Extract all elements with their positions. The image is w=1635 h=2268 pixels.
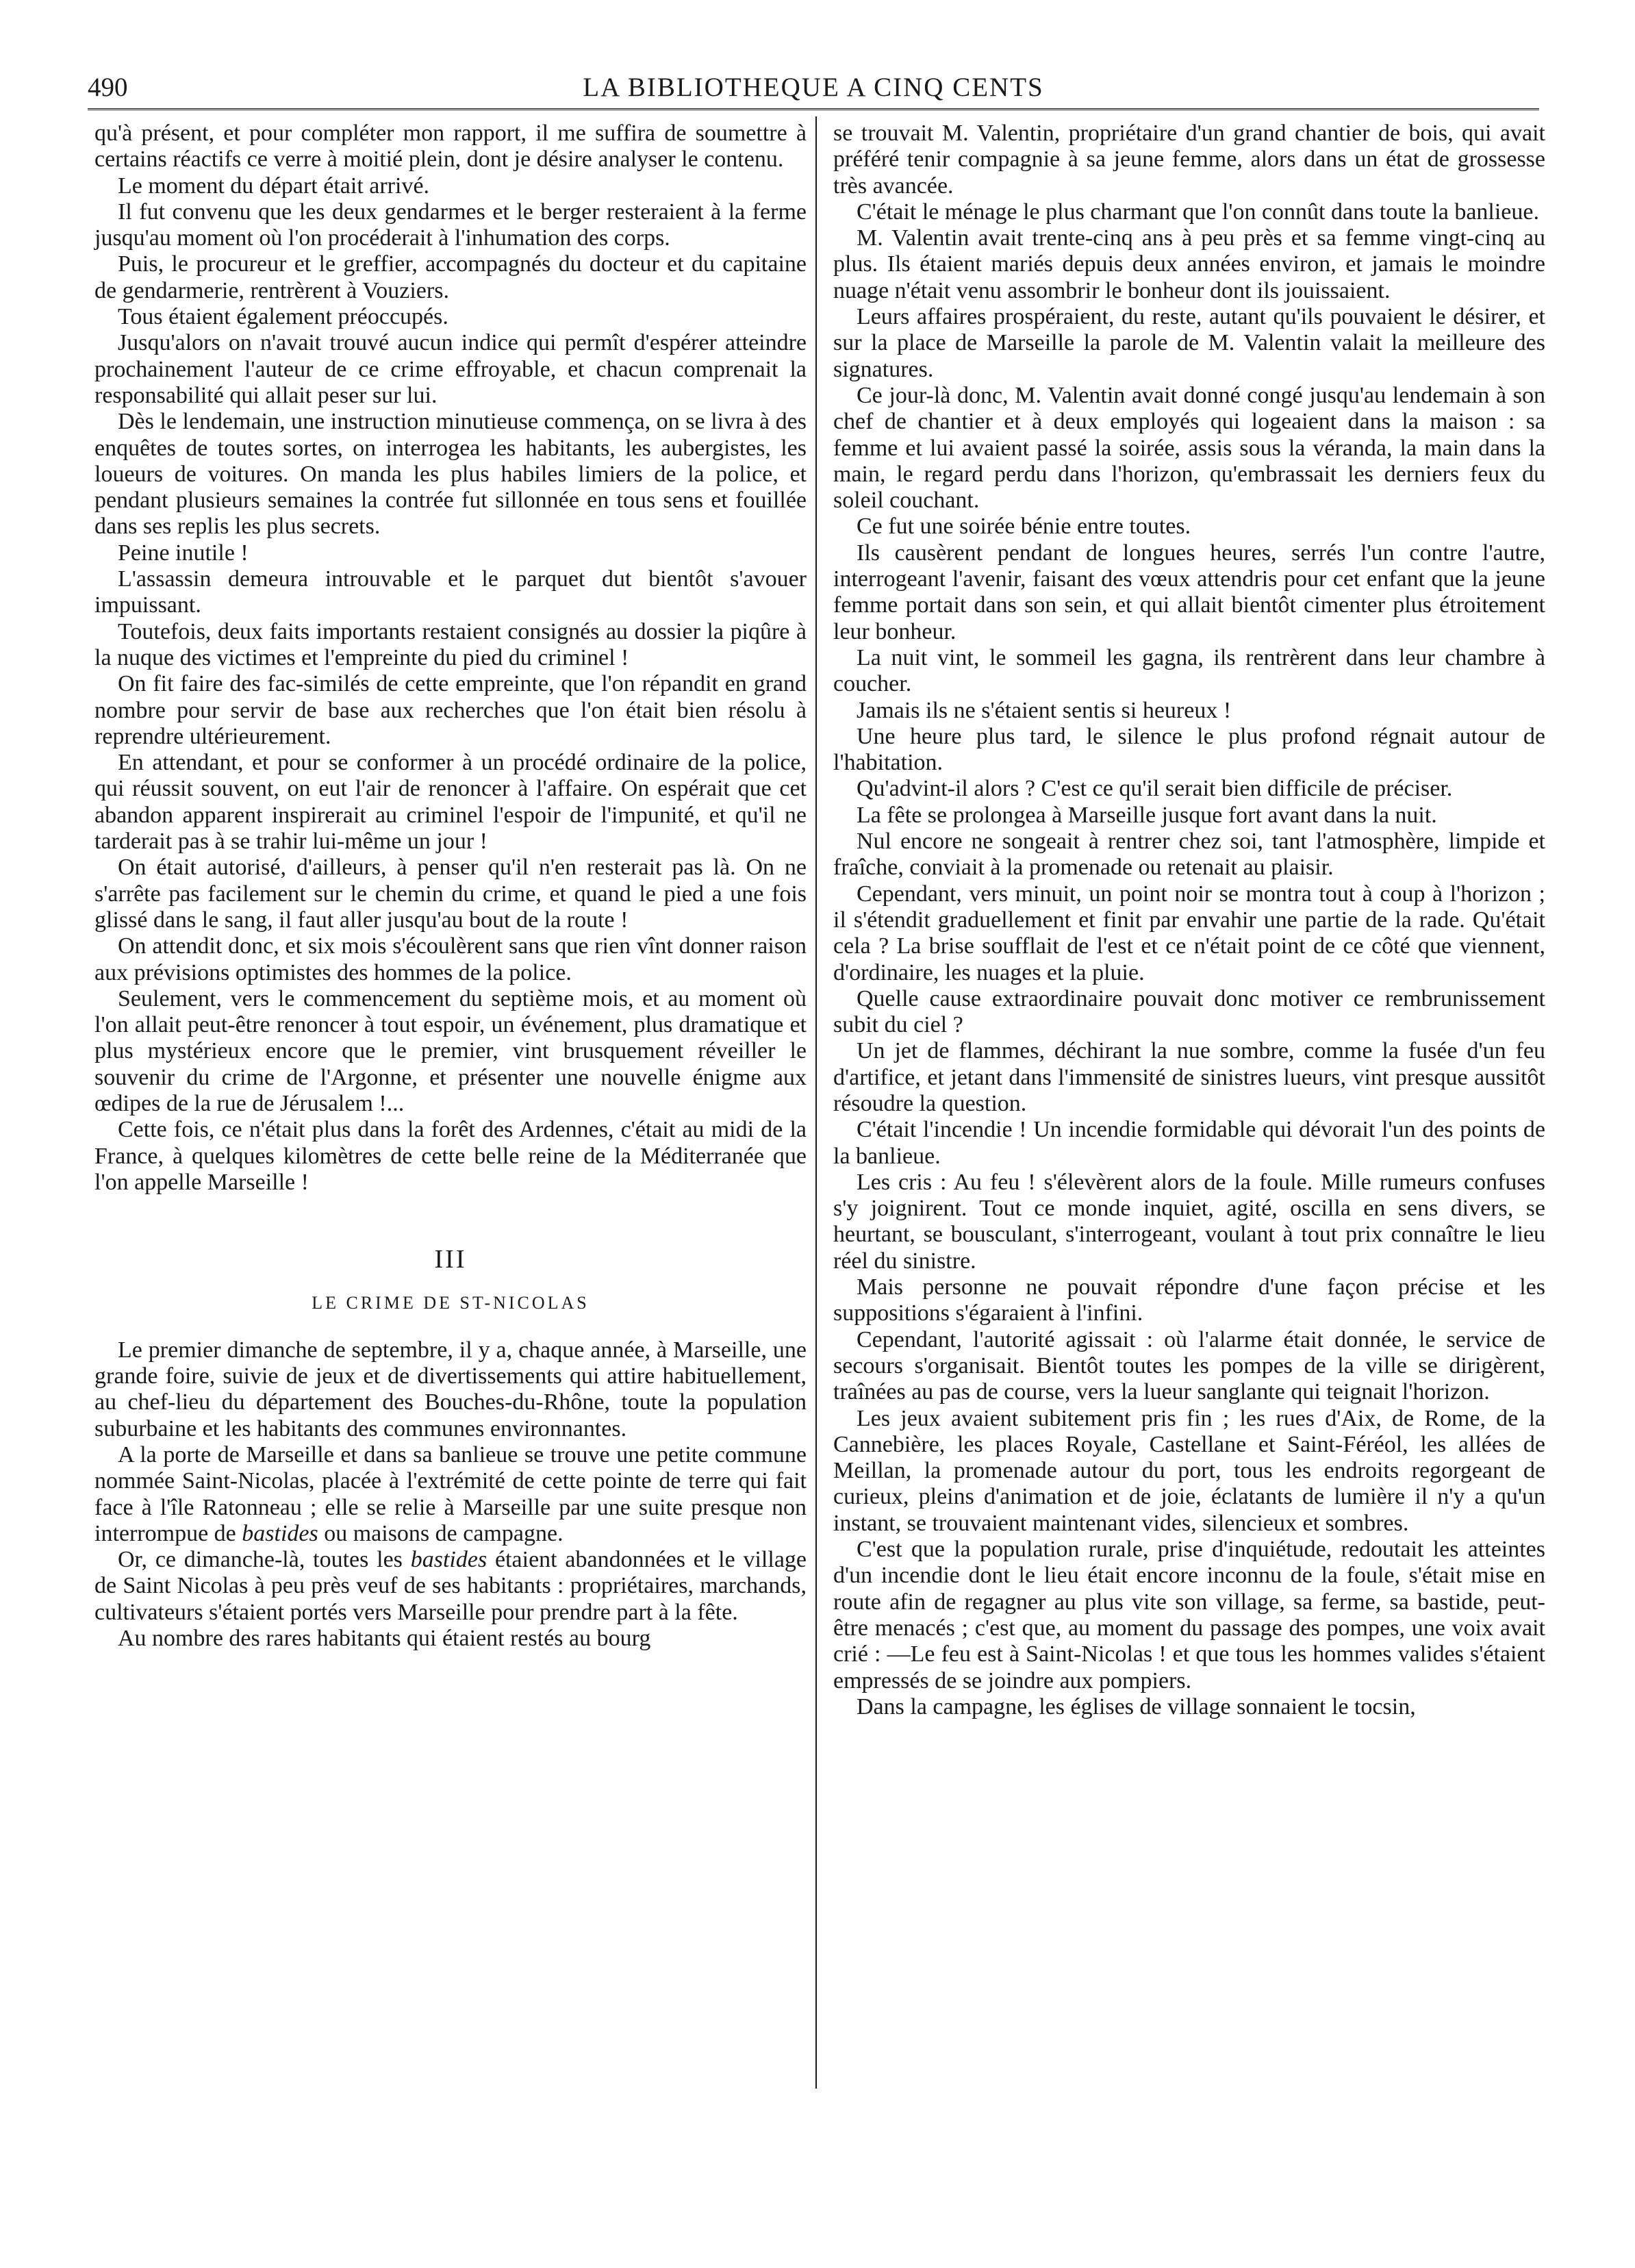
paragraph: C'était l'incendie ! Un incendie formidable qui dévorait l'un des points de la banlieue. <box>833 1117 1545 1169</box>
header-rule <box>88 108 1539 110</box>
paragraph: Tous étaient également préoccupés. <box>118 304 448 330</box>
paragraph: On fit faire des fac-similés de cette empreinte, que l'on répandit en grand nombre pour servir de base aux recherches que l'on était bien résolu à reprendre ultérieurement. <box>94 671 807 749</box>
left-column <box>94 121 807 1652</box>
paragraph-text: A la porte de Marseille et dans sa banlieue se trouve une petite commune nommée Saint-Nicolas, placée à l'extrémité de cette pointe de terre qui fait face à l'île Ratonneau ; elle se relie à Marseille par une suite presque non interrompue de <box>94 1441 807 1546</box>
paragraph: L'assassin demeura introuvable et le parquet dut bientôt s'avouer impuissant. <box>94 566 807 618</box>
page-header <box>88 71 1539 104</box>
paragraph: On était autorisé, d'ailleurs, à penser qu'il n'en resterait pas là. On ne s'arrête pas facilement sur le chemin du crime, et quand le pied a une fois glissé dans le sang, il faut aller jusqu'au bout de la route ! <box>94 855 807 933</box>
paragraph: Une heure plus tard, le silence le plus profond régnait autour de l'habitation. <box>833 723 1545 776</box>
paragraph: Dès le lendemain, une instruction minutieuse commença, on se livra à des enquêtes de toutes sortes, on interrogea les habitants, les aubergistes, les loueurs de voitures. On manda les plus habiles limiers de la police, et pendant plusieurs semaines la contrée fut sillonnée en tous sens et fouillée dans ses replis les plus secrets. <box>94 409 807 540</box>
paragraph <box>94 1547 807 1626</box>
paragraph: La nuit vint, le sommeil les gagna, ils rentrèrent dans leur chambre à coucher. <box>833 644 1545 697</box>
paragraph: Cependant, l'autorité agissait : où l'alarme était donnée, le service de secours s'organisait. Bientôt toutes les pompes de la ville se dirigèrent, traînées au pas de course, vers la lueur sanglante qui teignait l'horizon. <box>833 1326 1545 1405</box>
right-column <box>833 121 1545 1720</box>
paragraph <box>94 1442 807 1547</box>
paragraph: C'est que la population rurale, prise d'inquiétude, redoutait les atteintes d'un incendie dont le lieu était encore inconnu de la foule, s'était mise en route afin de regagner au plus vite son village, sa ferme, sa bastide, peut-être menacés ; c'est que, au moment du passage des pompes, une voix avait crié : —Le feu est à Saint-Nicolas ! et que tous les hommes valides s'étaient empressés de se joindre aux pompiers. <box>833 1537 1545 1693</box>
column-divider <box>815 116 817 2089</box>
section-title: LE CRIME DE ST-NICOLAS <box>312 1293 590 1313</box>
paragraph: Mais personne ne pouvait répondre d'une façon précise et les suppositions s'égaraient à l'infini. <box>833 1274 1545 1326</box>
paragraph: La fête se prolongea à Marseille jusque fort avant dans la nuit. <box>857 802 1437 828</box>
paragraph: Toutefois, deux faits importants restaient consignés au dossier la piqûre à la nuque des victimes et l'empreinte du pied du criminel ! <box>94 618 807 670</box>
running-title: LA BIBLIOTHEQUE A CINQ CENTS <box>583 73 1044 102</box>
paragraph: Jusqu'alors on n'avait trouvé aucun indice qui permît d'espérer atteindre prochainement l'auteur de ce crime effroyable, et chacun comprenait la responsabilité qui allait peser sur lui. <box>94 330 807 408</box>
paragraph: se trouvait M. Valentin, propriétaire d'un grand chantier de bois, qui avait préféré tenir compagnie à sa jeune femme, alors dans un état de grossesse très avancée. <box>833 121 1545 199</box>
paragraph: M. Valentin avait trente-cinq ans à peu près et sa femme vingt-cinq au plus. Ils étaient mariés depuis deux années environ, et jamais le moindre nuage n'était venu assombrir le bonheur dont ils jouissaient. <box>833 225 1545 303</box>
paragraph: Cette fois, ce n'était plus dans la forêt des Ardennes, c'était au midi de la France, à quelques kilomètres de cette belle reine de la Méditerranée que l'on appelle Marseille ! <box>94 1117 807 1195</box>
paragraph: Un jet de flammes, déchirant la nue sombre, comme la fusée d'un feu d'artifice, et jetant dans l'immensité de sinistres lueurs, vint presque aussitôt résoudre la question. <box>833 1038 1545 1116</box>
paragraph: Ils causèrent pendant de longues heures, serrés l'un contre l'autre, interrogeant l'avenir, faisant des vœux attendris pour cet enfant que la jeune femme portait dans son sein, et qui allait bientôt cimenter plus étroitement leur bonheur. <box>833 540 1545 644</box>
paragraph: Le moment du départ était arrivé. <box>118 173 430 199</box>
paragraph: Cependant, vers minuit, un point noir se montra tout à coup à l'horizon ; il s'étendit graduellement et finit par envahir une partie de la rade. Qu'était cela ? La brise soufflait de l'est et ce n'était point de ce côté que viennent, d'ordinaire, les nuages et la pluie. <box>833 881 1545 985</box>
paragraph: Les cris : Au feu ! s'élevèrent alors de la foule. Mille rumeurs confuses s'y joignirent. Tout ce monde inquiet, agité, oscilla en sens divers, se heurtant, se bousculant, s'interrogeant, voulant à tout prix connaître le lieu réel du sinistre. <box>833 1169 1545 1274</box>
paragraph: Leurs affaires prospéraient, du reste, autant qu'ils pouvaient le désirer, et sur la place de Marseille la parole de M. Valentin valait la meilleure des signatures. <box>833 304 1545 382</box>
paragraph: Dans la campagne, les églises de village sonnaient le tocsin, <box>857 1693 1416 1719</box>
paragraph-text: étaient abandonnées et le village de Saint Nicolas à peu près veuf de ses habitants : propriétaires, marchands, cultivateurs s'étaient portés vers Marseille pour prendre part à la fête. <box>94 1547 807 1625</box>
paragraph: Le premier dimanche de septembre, il y a, chaque année, à Marseille, une grande foire, suivie de jeux et de divertissements qui attire habituellement, au chef-lieu du département des Bouches-du-Rhône, toute la population suburbaine et les habitants des communes environnantes. <box>94 1337 807 1441</box>
paragraph: On attendit donc, et six mois s'écoulèrent sans que rien vînt donner raison aux prévisions optimistes des hommes de la police. <box>94 933 807 985</box>
paragraph: Quelle cause extraordinaire pouvait donc motiver ce rembrunissement subit du ciel ? <box>833 985 1545 1038</box>
italic-term: bastides <box>410 1547 487 1573</box>
paragraph: Les jeux avaient subitement pris fin ; les rues d'Aix, de Rome, de la Cannebière, les places Royale, Castellane et Saint-Féréol, les allées de Meillan, la promenade autour du port, tous les endroits regorgeant de curieux, pleins d'animation et de joie, éclatants de lumière il n'y a qu'un instant, se trouvaient maintenant vides, silencieux et sombres. <box>833 1405 1545 1536</box>
paragraph: En attendant, et pour se conformer à un procédé ordinaire de la police, qui réussit souvent, on eut l'air de renoncer à l'affaire. On espérait que cet abandon apparent inspirerait au criminel l'espoir de l'impunité, et qu'il ne tarderait pas à se trahir lui-même un jour ! <box>94 750 807 855</box>
paragraph: qu'à présent, et pour compléter mon rapport, il me suffira de soumettre à certains réactifs ce verre à moitié plein, dont je désire analyser le contenu. <box>94 121 807 173</box>
paragraph: Ce jour-là donc, M. Valentin avait donné congé jusqu'au lendemain à son chef de chantier et à deux employés qui logeaient dans la maison : sa femme et lui avaient passé la soirée, assis sous la véranda, la main dans la main, le regard perdu dans l'horizon, qu'embrassait les derniers feux du soleil couchant. <box>833 382 1545 514</box>
paragraph: Puis, le procureur et le greffier, accompagnés du docteur et du capitaine de gendarmerie, rentrèrent à Vouziers. <box>94 251 807 303</box>
section-number: III <box>434 1245 467 1274</box>
paragraph: Nul encore ne songeait à rentrer chez soi, tant l'atmosphère, limpide et fraîche, conviait à la promenade ou retenait au plaisir. <box>833 829 1545 881</box>
italic-term: bastides <box>242 1520 318 1546</box>
paragraph: Jamais ils ne s'étaient sentis si heureux ! <box>857 697 1232 723</box>
paragraph: Peine inutile ! <box>118 540 249 566</box>
paragraph: Seulement, vers le commencement du septième mois, et au moment où l'on allait peut-être renoncer à tout espoir, un événement, plus dramatique et plus mystérieux encore que le premier, vint brusquement réveiller le souvenir du crime de l'Argonne, et présenter une nouvelle énigme aux œdipes de la rue de Jérusalem !... <box>94 985 807 1116</box>
page-number: 490 <box>88 73 128 102</box>
paragraph-text: Or, ce dimanche-là, toutes les <box>118 1547 403 1573</box>
paragraph: C'était le ménage le plus charmant que l'on connût dans toute la banlieue. <box>857 199 1539 225</box>
paragraph: Qu'advint-il alors ? C'est ce qu'il serait bien difficile de préciser. <box>857 776 1453 802</box>
paragraph: Ce fut une soirée bénie entre toutes. <box>857 514 1191 540</box>
paragraph: Au nombre des rares habitants qui étaient restés au bourg <box>118 1626 651 1652</box>
paragraph-text: ou maisons de campagne. <box>318 1520 563 1546</box>
paragraph: Il fut convenu que les deux gendarmes et le berger resteraient à la ferme jusqu'au moment où l'on procéderait à l'inhumation des corps. <box>94 199 807 251</box>
